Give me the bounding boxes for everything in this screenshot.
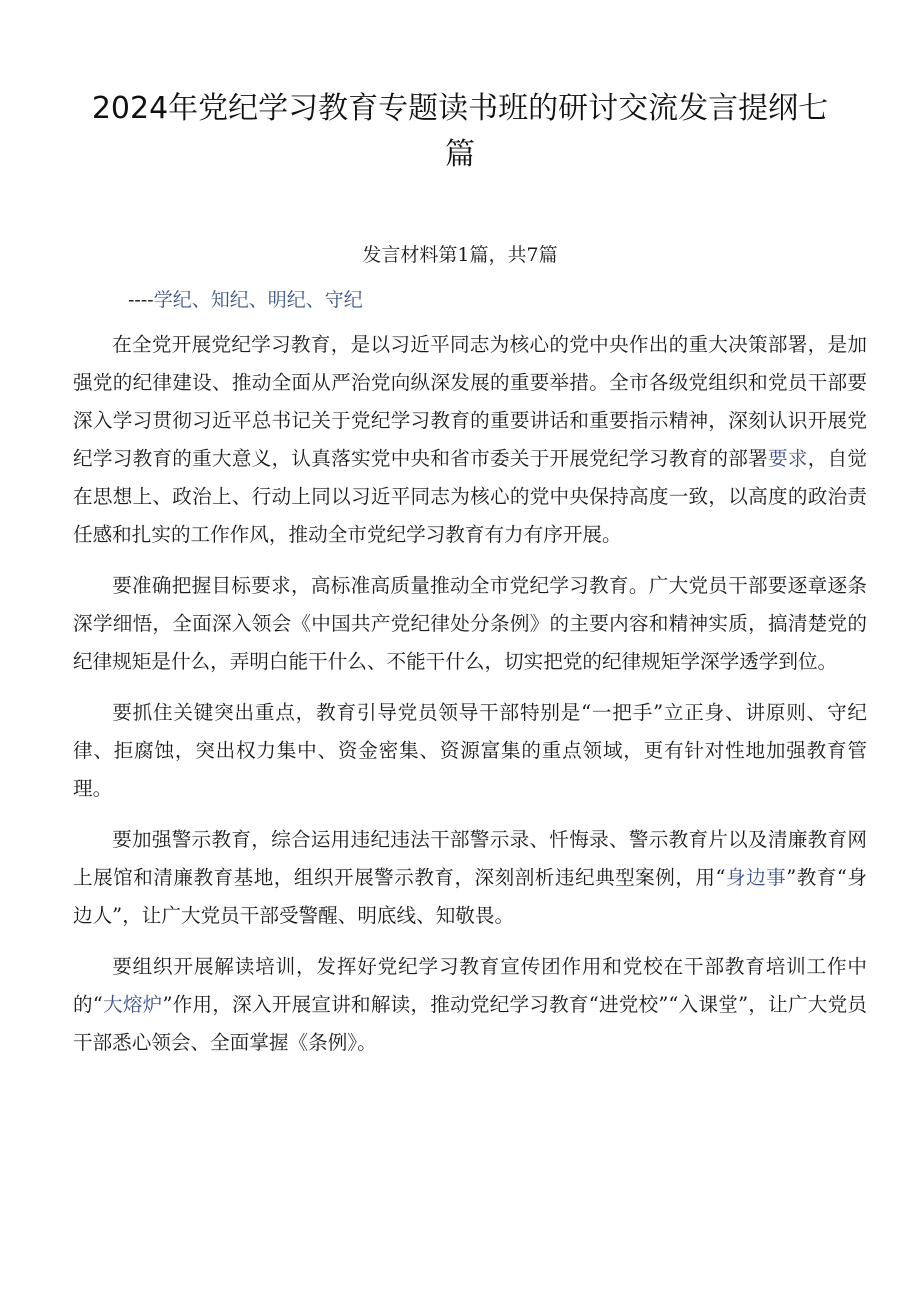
paragraph-text: ”作用，深入开展宣讲和解读，推动党纪学习教育“进党校”“入课堂”，让广大党员干部悉心领会、全面掌握《条例》。 (73, 993, 867, 1054)
paragraph-text: ，自觉在思想上、政治上、行动上同以习近平同志为核心的党中央保持高度一致，以高度的政治责任感和扎实的工作作风，推动全市党纪学习教育有力有序开展。 (73, 447, 868, 546)
document-body (73, 326, 867, 1075)
paragraph-highlight: 要求 (767, 447, 808, 470)
paragraph (73, 948, 867, 1062)
paragraph (73, 694, 867, 808)
paragraph (73, 567, 867, 681)
paragraph-text: 要准确把握目标要求，高标准高质量推动全市党纪学习教育。广大党员干部要逐章逐条深学细悟，全面深入领会《中国共产党纪律处分条例》的主要内容和精神实质，搞清楚党的纪律规矩是什么，弄明白能干什么、不能干什么，切实把党的纪律规矩学深学透学到位。 (73, 574, 867, 673)
paragraph-text: 要抓住关键突出重点，教育引导党员领导干部特别是“一把手”立正身、讲原则、守纪律、拒腐蚀，突出权力集中、资金密集、资源富集的重点领域，更有针对性地加强教育管理。 (73, 701, 867, 800)
document-subtitle: 发言材料第1篇，共7篇 (362, 244, 558, 266)
theme-line (128, 285, 363, 315)
document-title: 2024年党纪学习教育专题读书班的研讨交流发言提纲七篇 (91, 91, 829, 172)
paragraph-highlight: 身边事 (725, 866, 787, 889)
paragraph-text: 在全党开展党纪学习教育，是以习近平同志为核心的党中央作出的重大决策部署，是加强党的纪律建设、推动全面从严治党向纵深发展的重要举措。全市各级党组织和党员干部要深入学习贯彻习近平总书记关于党纪学习教育的重要讲话和重要指示精神，深刻认识开展党纪学习教育的重大意义，认真落实党中央和省市委关于开展党纪学习教育的部署 (73, 333, 867, 470)
paragraph (73, 821, 867, 935)
theme-dash: ---- (128, 289, 154, 311)
paragraph (73, 326, 867, 554)
paragraph-text: 要加强警示教育，综合运用违纪违法干部警示录、忏悔录、警示教育片以及清廉教育网上展馆和清廉教育基地，组织开展警示教育，深刻剖析违纪典型案例，用“ (73, 828, 867, 889)
theme-text: 学纪、知纪、明纪、守纪 (153, 289, 363, 311)
paragraph-highlight: 大熔炉 (102, 993, 163, 1016)
paragraph-text: ”教育“身边人”，让广大党员干部受警醒、明底线、知敬畏。 (73, 866, 867, 927)
paragraph-text: 要组织开展解读培训，发挥好党纪学习教育宣传团作用和党校在干部教育培训工作中的“ (73, 955, 867, 1016)
